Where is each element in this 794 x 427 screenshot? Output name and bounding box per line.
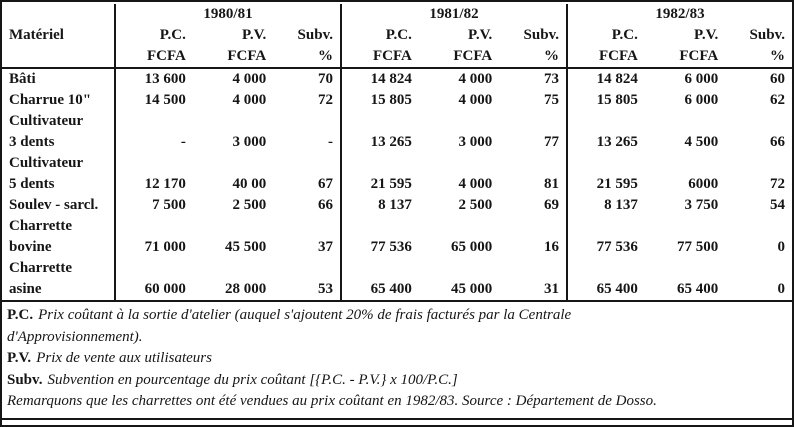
unit-header-fcfa: FCFA: [453, 48, 493, 64]
year-group-values: [568, 111, 792, 153]
value-cell: 16: [544, 239, 559, 255]
value-cell: 3 000: [458, 134, 493, 150]
value-cell: 6 000: [684, 92, 719, 108]
unit-header-percent: %: [770, 48, 785, 64]
material-label: [2, 216, 116, 258]
value-cell: 21 595: [370, 176, 412, 192]
value-cell: 3 750: [684, 197, 719, 213]
unit-header-fcfa: FCFA: [227, 48, 267, 64]
value-cell: 69: [544, 197, 559, 213]
material-label: [2, 111, 116, 153]
value-cell: 6 000: [684, 71, 719, 87]
material-label-line: asine: [9, 281, 42, 297]
unit-header-fcfa: FCFA: [146, 48, 186, 64]
value-cell: 13 265: [596, 134, 638, 150]
material-label-line: Bâti: [9, 71, 36, 87]
year-group-values: [342, 111, 568, 153]
material-column-spacer: [2, 4, 116, 25]
value-cell: 2 500: [458, 197, 493, 213]
material-label-line: 5 dents: [9, 176, 55, 192]
year-label: 1982/83: [655, 6, 705, 22]
footnote-line: [7, 348, 784, 370]
year-group-values: [116, 195, 342, 216]
table-row: [2, 195, 792, 216]
value-cell: 73: [544, 71, 559, 87]
material-column-spacer: [2, 46, 116, 67]
group-units: [568, 46, 792, 67]
value-cell: 77 536: [370, 239, 412, 255]
material-label: [2, 258, 116, 300]
material-label: [2, 69, 116, 90]
value-cell: 3 000: [232, 134, 267, 150]
footnote-term: Subv.: [7, 371, 43, 388]
table-row: [2, 258, 792, 300]
value-cell: 65 400: [676, 281, 719, 297]
material-label: [2, 153, 116, 195]
material-label-line: Charrette: [9, 260, 73, 276]
col-header-pv: P.V.: [468, 27, 493, 43]
table-row: [2, 216, 792, 258]
header-row-columns: [2, 25, 792, 46]
value-cell: 4 500: [684, 134, 719, 150]
year-group-values: [116, 111, 342, 153]
value-cell: -: [180, 134, 186, 150]
unit-header-fcfa: FCFA: [679, 48, 719, 64]
material-label-line: Cultivateur: [9, 155, 84, 171]
value-cell: -: [328, 134, 333, 150]
footnote-line: [7, 391, 784, 413]
year-group-values: [342, 195, 568, 216]
table-header: [2, 2, 792, 69]
material-label-line: Charrue 10": [9, 92, 92, 108]
year-group-values: [568, 153, 792, 195]
group-columns: [568, 25, 792, 46]
year-group-values: [568, 216, 792, 258]
col-header-subv: Subv.: [523, 27, 559, 43]
value-cell: 8 137: [604, 197, 638, 213]
value-cell: 53: [318, 281, 333, 297]
value-cell: 72: [770, 176, 785, 192]
year-group-values: [342, 153, 568, 195]
value-cell: 60: [770, 71, 785, 87]
year-group-values: [116, 69, 342, 90]
footnote-line: [7, 305, 784, 327]
year-group-values: [568, 90, 792, 111]
year-group-1982-83: [568, 4, 792, 25]
footnote-text: Remarquons que les charrettes ont été vendues au prix coûtant en 1982/83. Source : Département de Dosso.: [7, 393, 657, 409]
col-header-pv: P.V.: [694, 27, 719, 43]
value-cell: 21 595: [596, 176, 638, 192]
value-cell: 65 000: [450, 239, 493, 255]
value-cell: 31: [544, 281, 559, 297]
value-cell: 7 500: [152, 197, 186, 213]
footnote-text: Prix de vente aux utilisateurs: [36, 350, 212, 366]
col-header-pc: P.C.: [159, 27, 186, 43]
value-cell: 77 500: [676, 239, 719, 255]
value-cell: 62: [770, 92, 785, 108]
year-group-values: [116, 153, 342, 195]
value-cell: 4 000: [458, 176, 493, 192]
value-cell: 6000: [688, 176, 719, 192]
year-label: 1981/82: [429, 6, 479, 22]
value-cell: 66: [770, 134, 785, 150]
material-label-line: Soulev - sarcl.: [9, 197, 99, 213]
value-cell: 65 400: [596, 281, 638, 297]
value-cell: 2 500: [232, 197, 267, 213]
col-header-subv: Subv.: [297, 27, 333, 43]
table-row: [2, 90, 792, 111]
value-cell: 70: [318, 71, 333, 87]
table-body: [2, 69, 792, 302]
unit-header-fcfa: FCFA: [598, 48, 638, 64]
value-cell: 54: [770, 197, 785, 213]
footnote-text: Subvention en pourcentage du prix coûtant [{P.C. - P.V.} x 100/P.C.]: [47, 371, 458, 388]
group-columns: [342, 25, 568, 46]
value-cell: 0: [777, 239, 785, 255]
header-row-units: [2, 46, 792, 67]
value-cell: 28 000: [224, 281, 267, 297]
value-cell: 14 824: [370, 71, 412, 87]
value-cell: 4 000: [458, 71, 493, 87]
value-cell: 13 600: [144, 71, 186, 87]
value-cell: 77: [544, 134, 559, 150]
value-cell: 4 000: [232, 71, 267, 87]
year-group-values: [116, 90, 342, 111]
unit-header-percent: %: [318, 48, 333, 64]
value-cell: 45 500: [224, 239, 267, 255]
footnotes: [2, 302, 792, 413]
footnote-line: [7, 370, 784, 392]
col-header-pv: P.V.: [242, 27, 267, 43]
year-group-values: [342, 90, 568, 111]
year-group-values: [116, 258, 342, 300]
value-cell: 14 500: [144, 92, 186, 108]
year-group-1980-81: [116, 4, 342, 25]
year-group-1981-82: [342, 4, 568, 25]
value-cell: 4 000: [232, 92, 267, 108]
group-columns: [116, 25, 342, 46]
value-cell: 72: [318, 92, 333, 108]
value-cell: 81: [544, 176, 559, 192]
material-label-line: bovine: [9, 239, 52, 255]
value-cell: 12 170: [144, 176, 186, 192]
footnote-term: P.V.: [7, 350, 32, 366]
material-label: [2, 90, 116, 111]
value-cell: 65 400: [370, 281, 412, 297]
value-cell: 66: [318, 197, 333, 213]
year-group-values: [568, 258, 792, 300]
value-cell: 15 805: [370, 92, 412, 108]
col-header-pc: P.C.: [385, 27, 412, 43]
value-cell: 75: [544, 92, 559, 108]
group-units: [342, 46, 568, 67]
bottom-double-rule: [2, 418, 792, 420]
value-cell: 15 805: [596, 92, 638, 108]
value-cell: 13 265: [370, 134, 412, 150]
year-group-values: [342, 216, 568, 258]
unit-header-percent: %: [544, 48, 559, 64]
year-group-values: [568, 195, 792, 216]
footnote-term: P.C.: [7, 307, 34, 323]
material-label: [2, 195, 116, 216]
year-group-values: [568, 69, 792, 90]
value-cell: 14 824: [596, 71, 638, 87]
col-header-pc: P.C.: [611, 27, 638, 43]
header-row-years: [2, 4, 792, 25]
material-label-line: Charrette: [9, 218, 73, 234]
footnote-line: [7, 327, 784, 349]
year-group-values: [342, 258, 568, 300]
footnote-text: Prix coûtant à la sortie d'atelier (auquel s'ajoutent 20% de frais facturés par la Centrale: [38, 307, 572, 323]
value-cell: 67: [318, 176, 333, 192]
material-label-line: 3 dents: [9, 134, 55, 150]
material-label-line: Cultivateur: [9, 113, 84, 129]
col-header-subv: Subv.: [749, 27, 785, 43]
value-cell: 37: [318, 239, 333, 255]
value-cell: 60 000: [144, 281, 186, 297]
value-cell: 71 000: [144, 239, 186, 255]
table-row: [2, 153, 792, 195]
value-cell: 40 00: [232, 176, 267, 192]
value-cell: 0: [777, 281, 785, 297]
year-group-values: [116, 216, 342, 258]
table-row: [2, 69, 792, 90]
footnote-text: d'Approvisionnement).: [7, 328, 143, 345]
material-column-header: Matériel: [2, 25, 116, 46]
year-label: 1980/81: [203, 6, 253, 22]
year-group-values: [342, 69, 568, 90]
group-units: [116, 46, 342, 67]
table-row: [2, 111, 792, 153]
value-cell: 8 137: [378, 197, 412, 213]
value-cell: 77 536: [596, 239, 638, 255]
unit-header-fcfa: FCFA: [372, 48, 412, 64]
value-cell: 4 000: [458, 92, 493, 108]
value-cell: 45 000: [450, 281, 493, 297]
